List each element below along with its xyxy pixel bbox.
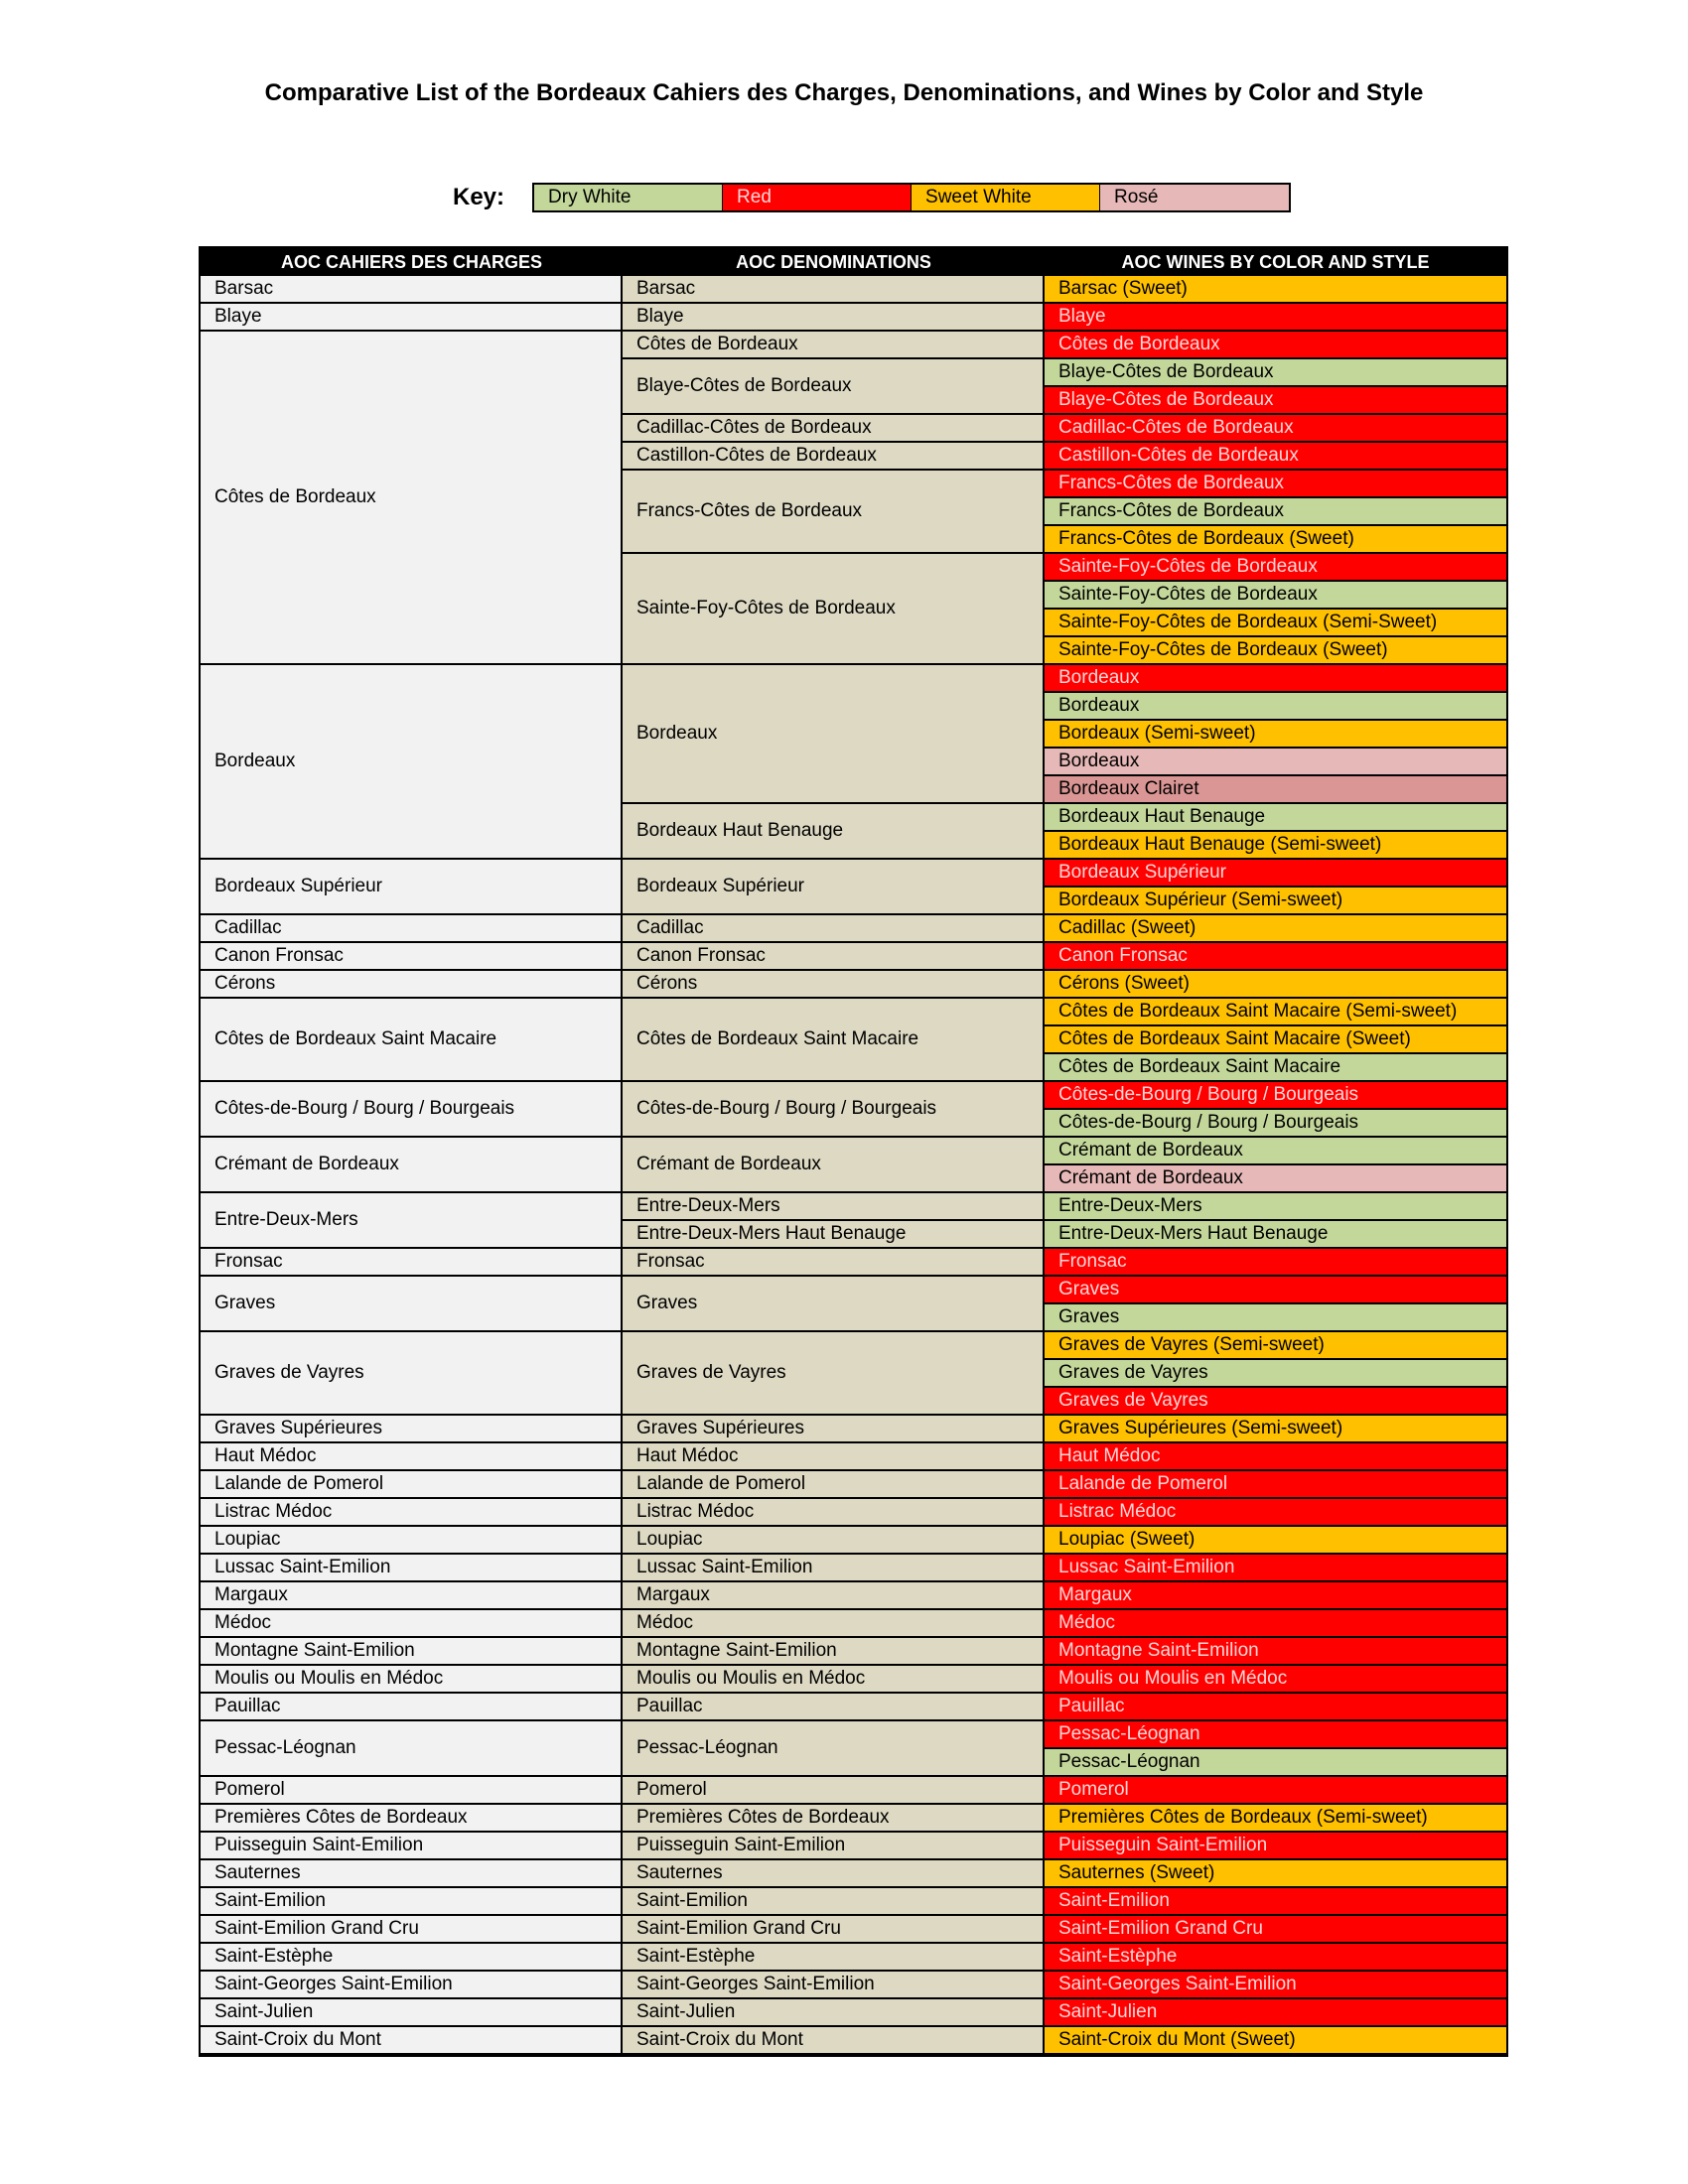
wine-cell: Bordeaux Supérieur (Semi-sweet) <box>1045 887 1506 915</box>
wine-cell: Bordeaux Haut Benauge (Semi-sweet) <box>1045 832 1506 860</box>
denomination-cell: Haut Médoc <box>623 1443 1045 1471</box>
wine-cell: Graves Supérieures (Semi-sweet) <box>1045 1416 1506 1443</box>
key-swatch-sweet: Sweet White <box>912 185 1100 210</box>
wine-cell: Cadillac (Sweet) <box>1045 915 1506 943</box>
wine-cell: Bordeaux Clairet <box>1045 776 1506 804</box>
denomination-cell: Barsac <box>623 276 1045 304</box>
wine-cell: Canon Fronsac <box>1045 943 1506 971</box>
cahier-cell: Côtes-de-Bourg / Bourg / Bourgeais <box>201 1082 623 1138</box>
denomination-cell: Graves Supérieures <box>623 1416 1045 1443</box>
denomination-cell: Fronsac <box>623 1249 1045 1277</box>
wine-cell: Sainte-Foy-Côtes de Bordeaux (Semi-Sweet) <box>1045 610 1506 637</box>
wine-cell: Bordeaux <box>1045 693 1506 721</box>
denomination-cell: Puisseguin Saint-Emilion <box>623 1833 1045 1860</box>
key-label: Key: <box>453 184 505 210</box>
wine-cell: Saint-Georges Saint-Emilion <box>1045 1972 1506 1999</box>
denomination-cell: Loupiac <box>623 1527 1045 1555</box>
wine-cell: Sainte-Foy-Côtes de Bordeaux <box>1045 554 1506 582</box>
wine-cell: Puisseguin Saint-Emilion <box>1045 1833 1506 1860</box>
denomination-cell: Bordeaux Haut Benauge <box>623 804 1045 860</box>
denomination-cell: Montagne Saint-Emilion <box>623 1638 1045 1666</box>
wine-cell: Margaux <box>1045 1582 1506 1610</box>
denomination-cell: Moulis ou Moulis en Médoc <box>623 1666 1045 1694</box>
denomination-cell: Crémant de Bordeaux <box>623 1138 1045 1193</box>
wine-cell: Bordeaux <box>1045 665 1506 693</box>
column-header-cahiers: AOC CAHIERS DES CHARGES <box>201 248 623 276</box>
cahier-cell: Moulis ou Moulis en Médoc <box>201 1666 623 1694</box>
wine-cell: Saint-Estèphe <box>1045 1944 1506 1972</box>
denomination-cell: Saint-Julien <box>623 1999 1045 2027</box>
wine-cell: Crémant de Bordeaux <box>1045 1138 1506 1165</box>
color-key <box>453 183 1291 212</box>
wine-cell: Graves <box>1045 1304 1506 1332</box>
wine-cell: Côtes-de-Bourg / Bourg / Bourgeais <box>1045 1082 1506 1110</box>
denomination-cell: Lussac Saint-Emilion <box>623 1555 1045 1582</box>
denomination-cell: Listrac Médoc <box>623 1499 1045 1527</box>
cahier-cell: Saint-Emilion Grand Cru <box>201 1916 623 1944</box>
wine-cell: Saint-Emilion <box>1045 1888 1506 1916</box>
cahier-cell: Côtes de Bordeaux Saint Macaire <box>201 999 623 1082</box>
denomination-cell: Saint-Croix du Mont <box>623 2027 1045 2055</box>
cahier-cell: Margaux <box>201 1582 623 1610</box>
cahier-cell: Saint-Estèphe <box>201 1944 623 1972</box>
wine-cell: Pauillac <box>1045 1694 1506 1721</box>
page-title: Comparative List of the Bordeaux Cahiers des Charges, Denominations, and Wines by Color and Style <box>264 79 1424 106</box>
denomination-cell: Margaux <box>623 1582 1045 1610</box>
denomination-cell: Canon Fronsac <box>623 943 1045 971</box>
denomination-cell: Saint-Emilion Grand Cru <box>623 1916 1045 1944</box>
wine-cell: Lussac Saint-Emilion <box>1045 1555 1506 1582</box>
wine-cell: Pomerol <box>1045 1777 1506 1805</box>
denomination-cell: Francs-Côtes de Bordeaux <box>623 471 1045 554</box>
cahier-cell: Pomerol <box>201 1777 623 1805</box>
key-swatch-red: Red <box>723 185 912 210</box>
wine-cell: Bordeaux Haut Benauge <box>1045 804 1506 832</box>
denomination-cell: Premières Côtes de Bordeaux <box>623 1805 1045 1833</box>
cahier-cell: Médoc <box>201 1610 623 1638</box>
denomination-cell: Côtes-de-Bourg / Bourg / Bourgeais <box>623 1082 1045 1138</box>
denomination-cell: Côtes de Bordeaux Saint Macaire <box>623 999 1045 1082</box>
denomination-cell: Blaye <box>623 304 1045 332</box>
denomination-cell: Cérons <box>623 971 1045 999</box>
wine-cell: Pessac-Léognan <box>1045 1749 1506 1777</box>
wine-cell: Graves de Vayres <box>1045 1388 1506 1416</box>
cahier-cell: Loupiac <box>201 1527 623 1555</box>
wine-cell: Bordeaux (Semi-sweet) <box>1045 721 1506 749</box>
wine-cell: Francs-Côtes de Bordeaux <box>1045 471 1506 498</box>
denomination-cell: Pauillac <box>623 1694 1045 1721</box>
denomination-cell: Graves <box>623 1277 1045 1332</box>
cahier-cell: Bordeaux <box>201 665 623 860</box>
wine-cell: Bordeaux <box>1045 749 1506 776</box>
wine-cell: Saint-Croix du Mont (Sweet) <box>1045 2027 1506 2055</box>
cahier-cell: Côtes de Bordeaux <box>201 332 623 665</box>
wine-cell: Sauternes (Sweet) <box>1045 1860 1506 1888</box>
denomination-cell: Blaye-Côtes de Bordeaux <box>623 359 1045 415</box>
cahier-cell: Cérons <box>201 971 623 999</box>
denomination-cell: Côtes de Bordeaux <box>623 332 1045 359</box>
cahier-cell: Crémant de Bordeaux <box>201 1138 623 1193</box>
column-header-denominations: AOC DENOMINATIONS <box>623 248 1045 276</box>
wine-cell: Crémant de Bordeaux <box>1045 1165 1506 1193</box>
denomination-cell: Saint-Estèphe <box>623 1944 1045 1972</box>
cahier-cell: Haut Médoc <box>201 1443 623 1471</box>
wine-cell: Moulis ou Moulis en Médoc <box>1045 1666 1506 1694</box>
cahier-cell: Saint-Croix du Mont <box>201 2027 623 2055</box>
cahier-cell: Pauillac <box>201 1694 623 1721</box>
wine-cell: Côtes de Bordeaux Saint Macaire <box>1045 1054 1506 1082</box>
cahier-cell: Graves de Vayres <box>201 1332 623 1416</box>
wine-cell: Sainte-Foy-Côtes de Bordeaux (Sweet) <box>1045 637 1506 665</box>
denomination-cell: Lalande de Pomerol <box>623 1471 1045 1499</box>
denomination-cell: Sauternes <box>623 1860 1045 1888</box>
cahier-cell: Bordeaux Supérieur <box>201 860 623 915</box>
wine-cell: Entre-Deux-Mers Haut Benauge <box>1045 1221 1506 1249</box>
denomination-cell: Bordeaux Supérieur <box>623 860 1045 915</box>
wine-cell: Lalande de Pomerol <box>1045 1471 1506 1499</box>
wine-cell: Médoc <box>1045 1610 1506 1638</box>
wine-cell: Blaye <box>1045 304 1506 332</box>
key-swatch-dry: Dry White <box>534 185 723 210</box>
cahier-cell: Lalande de Pomerol <box>201 1471 623 1499</box>
denomination-cell: Bordeaux <box>623 665 1045 804</box>
wine-cell: Cérons (Sweet) <box>1045 971 1506 999</box>
denomination-cell: Saint-Georges Saint-Emilion <box>623 1972 1045 1999</box>
wine-cell: Francs-Côtes de Bordeaux (Sweet) <box>1045 526 1506 554</box>
wine-cell: Blaye-Côtes de Bordeaux <box>1045 387 1506 415</box>
wine-cell: Graves de Vayres <box>1045 1360 1506 1388</box>
wine-cell: Castillon-Côtes de Bordeaux <box>1045 443 1506 471</box>
cahier-cell: Fronsac <box>201 1249 623 1277</box>
column-header-wines: AOC WINES BY COLOR AND STYLE <box>1045 248 1506 276</box>
wine-cell: Premières Côtes de Bordeaux (Semi-sweet) <box>1045 1805 1506 1833</box>
wine-cell: Côtes de Bordeaux <box>1045 332 1506 359</box>
wine-cell: Côtes de Bordeaux Saint Macaire (Sweet) <box>1045 1026 1506 1054</box>
wine-cell: Côtes-de-Bourg / Bourg / Bourgeais <box>1045 1110 1506 1138</box>
wine-cell: Barsac (Sweet) <box>1045 276 1506 304</box>
cahier-cell: Entre-Deux-Mers <box>201 1193 623 1249</box>
cahier-cell: Premières Côtes de Bordeaux <box>201 1805 623 1833</box>
denomination-cell: Cadillac-Côtes de Bordeaux <box>623 415 1045 443</box>
denomination-cell: Cadillac <box>623 915 1045 943</box>
wine-cell: Saint-Emilion Grand Cru <box>1045 1916 1506 1944</box>
cahier-cell: Sauternes <box>201 1860 623 1888</box>
key-swatches <box>532 183 1291 212</box>
denomination-cell: Graves de Vayres <box>623 1332 1045 1416</box>
cahier-cell: Lussac Saint-Emilion <box>201 1555 623 1582</box>
cahier-cell: Puisseguin Saint-Emilion <box>201 1833 623 1860</box>
wine-cell: Entre-Deux-Mers <box>1045 1193 1506 1221</box>
wine-cell: Francs-Côtes de Bordeaux <box>1045 498 1506 526</box>
wine-cell: Haut Médoc <box>1045 1443 1506 1471</box>
denomination-cell: Sainte-Foy-Côtes de Bordeaux <box>623 554 1045 665</box>
wine-cell: Blaye-Côtes de Bordeaux <box>1045 359 1506 387</box>
cahier-cell: Saint-Julien <box>201 1999 623 2027</box>
wine-cell: Côtes de Bordeaux Saint Macaire (Semi-sweet) <box>1045 999 1506 1026</box>
denomination-cell: Castillon-Côtes de Bordeaux <box>623 443 1045 471</box>
cahier-cell: Canon Fronsac <box>201 943 623 971</box>
key-swatch-rose: Rosé <box>1100 185 1289 210</box>
cahier-cell: Blaye <box>201 304 623 332</box>
denomination-cell: Entre-Deux-Mers Haut Benauge <box>623 1221 1045 1249</box>
denomination-cell: Pessac-Léognan <box>623 1721 1045 1777</box>
cahier-cell: Saint-Georges Saint-Emilion <box>201 1972 623 1999</box>
cahier-cell: Listrac Médoc <box>201 1499 623 1527</box>
wine-cell: Pessac-Léognan <box>1045 1721 1506 1749</box>
cahier-cell: Montagne Saint-Emilion <box>201 1638 623 1666</box>
denomination-cell: Pomerol <box>623 1777 1045 1805</box>
denomination-cell: Entre-Deux-Mers <box>623 1193 1045 1221</box>
wine-cell: Cadillac-Côtes de Bordeaux <box>1045 415 1506 443</box>
wine-cell: Bordeaux Supérieur <box>1045 860 1506 887</box>
cahier-cell: Cadillac <box>201 915 623 943</box>
wine-cell: Montagne Saint-Emilion <box>1045 1638 1506 1666</box>
denomination-cell: Saint-Emilion <box>623 1888 1045 1916</box>
cahier-cell: Saint-Emilion <box>201 1888 623 1916</box>
denomination-cell: Médoc <box>623 1610 1045 1638</box>
wine-cell: Graves de Vayres (Semi-sweet) <box>1045 1332 1506 1360</box>
cahier-cell: Barsac <box>201 276 623 304</box>
wine-cell: Fronsac <box>1045 1249 1506 1277</box>
wine-cell: Graves <box>1045 1277 1506 1304</box>
wine-cell: Loupiac (Sweet) <box>1045 1527 1506 1555</box>
aoc-table <box>199 246 1508 2057</box>
wine-cell: Listrac Médoc <box>1045 1499 1506 1527</box>
cahier-cell: Pessac-Léognan <box>201 1721 623 1777</box>
cahier-cell: Graves <box>201 1277 623 1332</box>
wine-cell: Sainte-Foy-Côtes de Bordeaux <box>1045 582 1506 610</box>
wine-cell: Saint-Julien <box>1045 1999 1506 2027</box>
cahier-cell: Graves Supérieures <box>201 1416 623 1443</box>
